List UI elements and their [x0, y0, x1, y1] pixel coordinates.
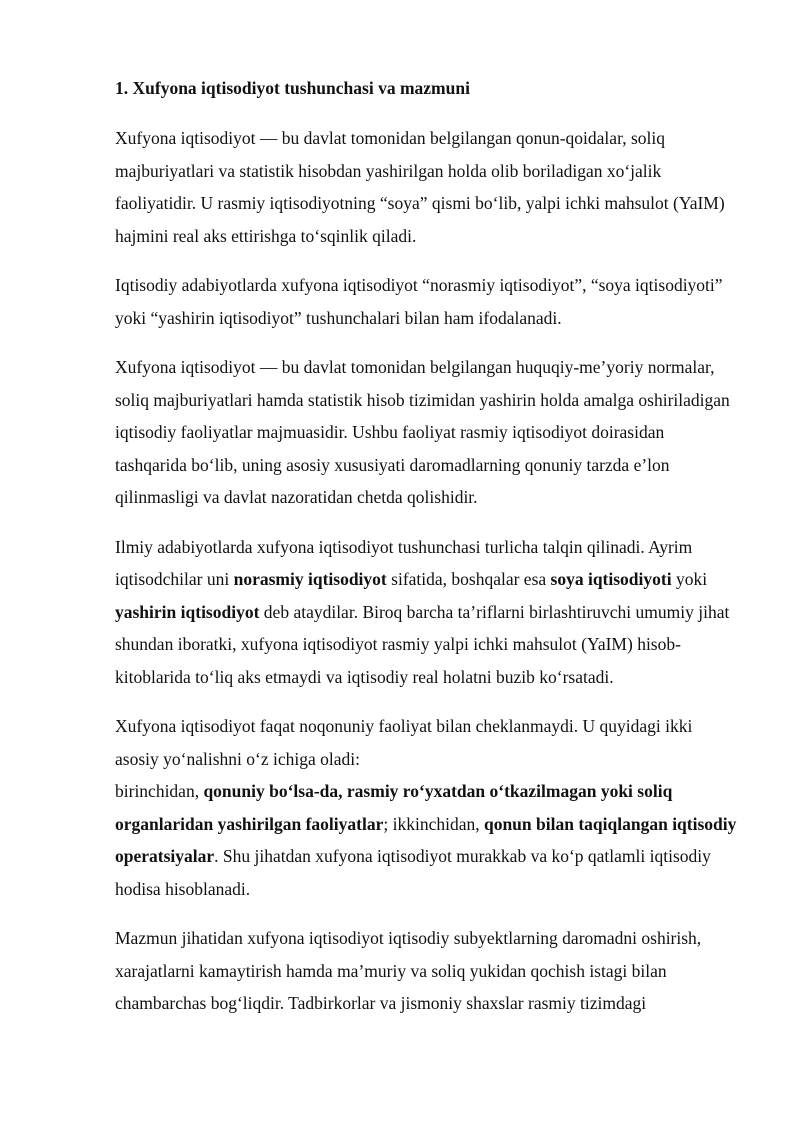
section-heading: 1. Xufyona iqtisodiyot tushunchasi va mazmuni [115, 78, 470, 98]
text-run: deb ataydilar. Biroq barcha ta’riflarni birlashtiruvchi umumiy jihat shundan iboratki, xufyona iqtisodiyot rasmiy yalpi ichki mahsulot (YaIM) hisob-kitoblarida to‘liq aks etmaydi va iqtisodiy real holatni buzib ko‘rsatadi. [115, 601, 730, 687]
paragraph-interpretations [115, 531, 740, 694]
paragraph-content-aspect: Mazmun jihatidan xufyona iqtisodiyot iqtisodiy subyektlarning daromadni oshirish, xarajatlarni kamaytirish hamda ma’muriy va soliq yukidan qochish istagi bilan chambarchas bog‘liqdir. Tadbirkorlar va jismoniy shaxslar rasmiy tizimdagi [115, 928, 702, 1013]
text-run: sifatida, boshqalar esa [386, 569, 551, 589]
bold-term: yashirin iqtisodiyot [115, 601, 260, 622]
paragraph-synonyms: Iqtisodiy adabiyotlarda xufyona iqtisodiyot “norasmiy iqtisodiyot”, “soya iqtisodiyoti” yoki “yashirin iqtisodiyot” tushunchalari bilan ham ifodalanadi. [115, 275, 723, 328]
paragraph-extended-definition: Xufyona iqtisodiyot — bu davlat tomonidan belgilangan huquqiy-me’yoriy normalar, soliq majburiyatlari hamda statistik hisob tizimidan yashirin holda amalga oshiriladigan iqtisodiy faoliyatlar majmuasidir. Ushbu faoliyat rasmiy iqtisodiyot doirasidan tashqarida bo‘lib, uning asosiy xususiyati daromadlarning qonuniy tarzda e’lon qilinmasligi va davlat nazoratidan chetda qolishidir. [115, 357, 730, 507]
bold-term: qonuniy bo‘lsa-da, rasmiy ro‘yxatdan o‘tkazilmagan yoki soliq organlaridan yashirilgan faoliyatlar [115, 781, 673, 834]
document-body [115, 72, 740, 1037]
bold-term: qonun bilan taqiqlangan iqtisodiy operatsiyalar [115, 813, 737, 866]
text-run: Xufyona iqtisodiyot faqat noqonuniy faoliyat bilan cheklanmaydi. U quyidagi ikki asosiy yo‘nalishni o‘z ichiga oladi: [115, 716, 693, 769]
text-run: ; ikkinchidan, [383, 813, 484, 834]
bold-term: soya iqtisodiyoti [550, 569, 672, 589]
text-run: Ilmiy adabiyotlarda xufyona iqtisodiyot tushunchasi turlicha talqin qilinadi. Ayrim iqtisodchilar uni [115, 536, 693, 589]
bold-term: norasmiy iqtisodiyot [233, 569, 387, 589]
paragraph-directions [115, 710, 740, 905]
text-run: yoki [671, 569, 708, 589]
text-run: . Shu jihatdan xufyona iqtisodiyot murakkab va ko‘p qatlamli iqtisodiy hodisa hisoblanadi. [115, 846, 711, 899]
text-run: birinchidan, [115, 781, 204, 801]
paragraph-definition: Xufyona iqtisodiyot — bu davlat tomonidan belgilangan qonun-qoidalar, soliq majburiyatlari va statistik hisobdan yashirilgan holda olib boriladigan xo‘jalik faoliyatidir. U rasmiy iqtisodiyotning “soya” qismi bo‘lib, yalpi ichki mahsulot (YaIM) hajmini real aks ettirishga to‘sqinlik qiladi. [115, 128, 725, 246]
